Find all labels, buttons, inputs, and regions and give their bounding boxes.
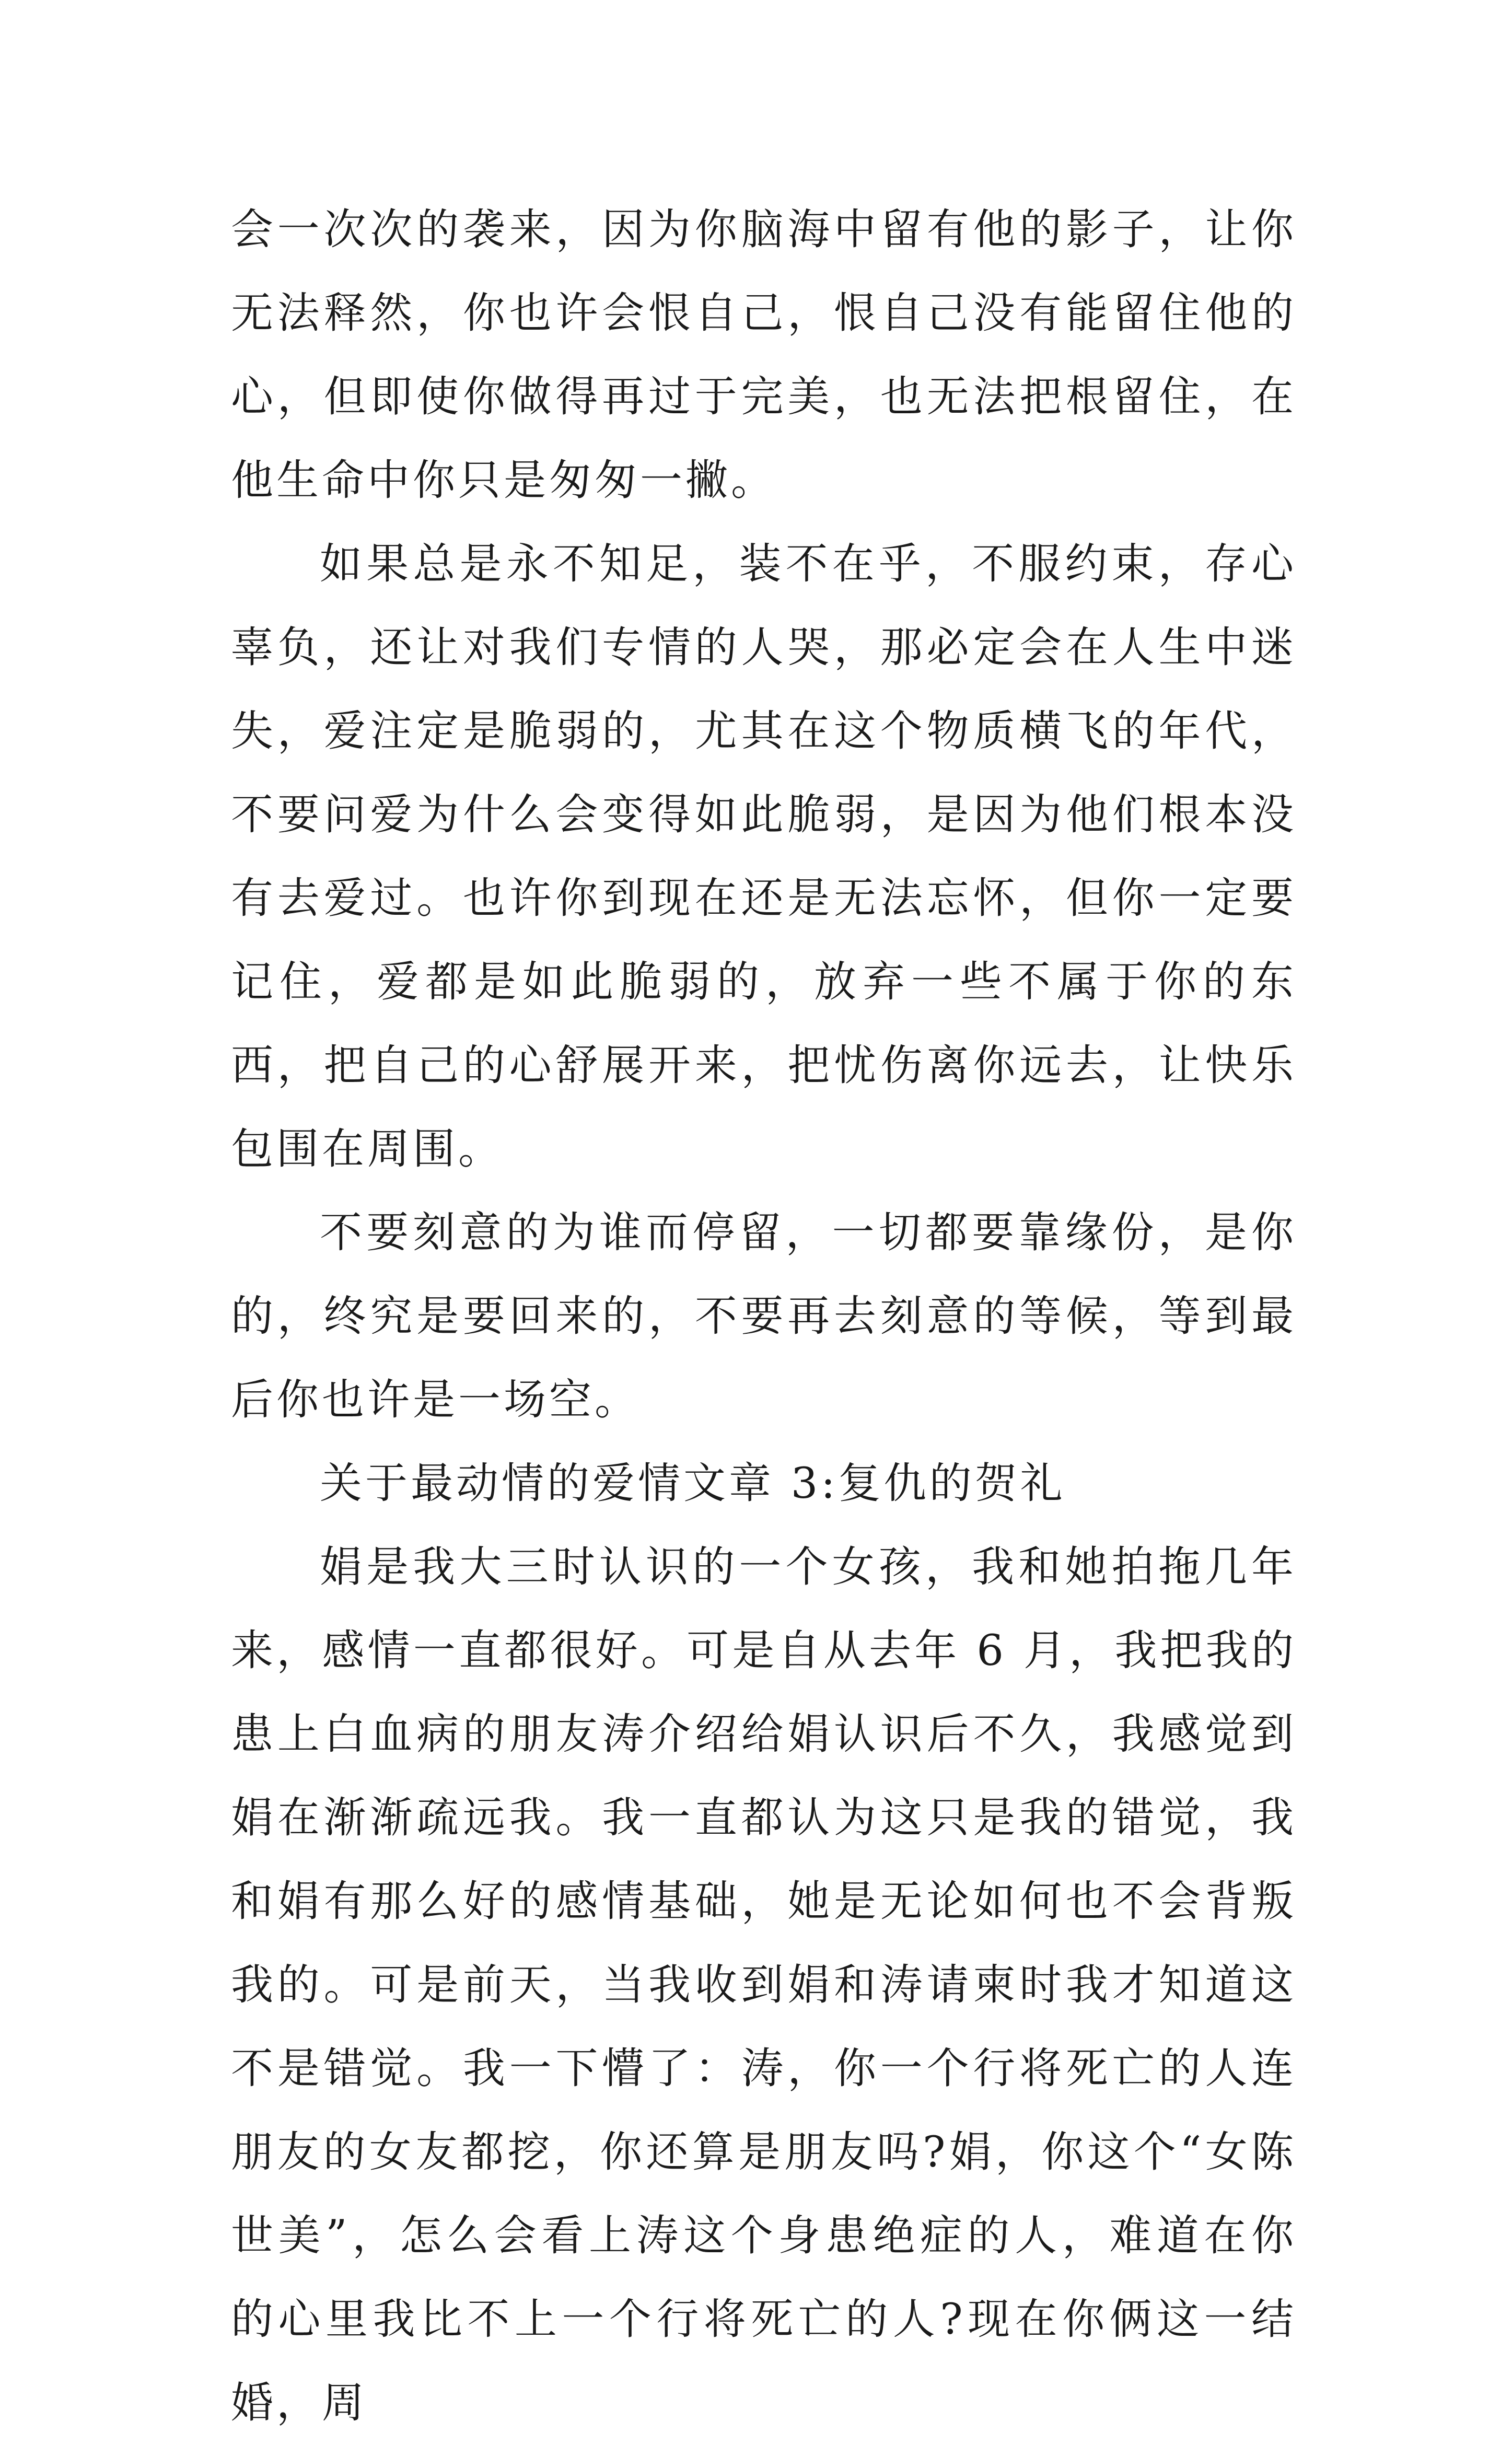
- paragraph-fate: 不要刻意的为谁而停留，一切都要靠缘份，是你的，终究是要回来的，不要再去刻意的等候，等到最后你也许是一场空。: [231, 1208, 1297, 1425]
- paragraph-story: 娟是我大三时认识的一个女孩，我和她拍拖几年来，感情一直都很好。可是自从去年 6 月，我把我的患上白血病的朋友涛介绍给娟认识后不久，我感觉到娟在渐渐疏远我。我一直都认为这只是我的错觉，我和娟有那么好的感情基础，她是无论如何也不会背叛我的。可是前天，当我收到娟和涛请柬时我才知道这不是错觉。我一下懵了：涛，你一个行将死亡的人连朋友的女友都挖，你还算是朋友吗?娟，你这个“女陈世美”，怎么会看上涛这个身患绝症的人，难道在你的心里我比不上一个行将死亡的人?现在你俩这一结婚，周: [231, 1543, 1297, 2428]
- article-heading: 关于最动情的爱情文章 3:复仇的贺礼: [320, 1459, 1066, 1508]
- document-body: [231, 188, 1297, 2445]
- paragraph-love-fragile: 如果总是永不知足，装不在乎，不服约束，存心辜负，还让对我们专情的人哭，那必定会在人生中迷失，爱注定是脆弱的，尤其在这个物质横飞的年代，不要问爱为什么会变得如此脆弱，是因为他们根本没有去爱过。也许你到现在还是无法忘怀，但你一定要记住，爱都是如此脆弱的，放弃一些不属于你的东西，把自己的心舒展开来，把忧伤离你远去，让快乐包围在周围。: [231, 540, 1297, 1174]
- paragraph-continuation: 会一次次的袭来，因为你脑海中留有他的影子，让你无法释然，你也许会恨自己，恨自己没有能留住他的心，但即使你做得再过于完美，也无法把根留住，在他生命中你只是匆匆一撇。: [231, 205, 1297, 505]
